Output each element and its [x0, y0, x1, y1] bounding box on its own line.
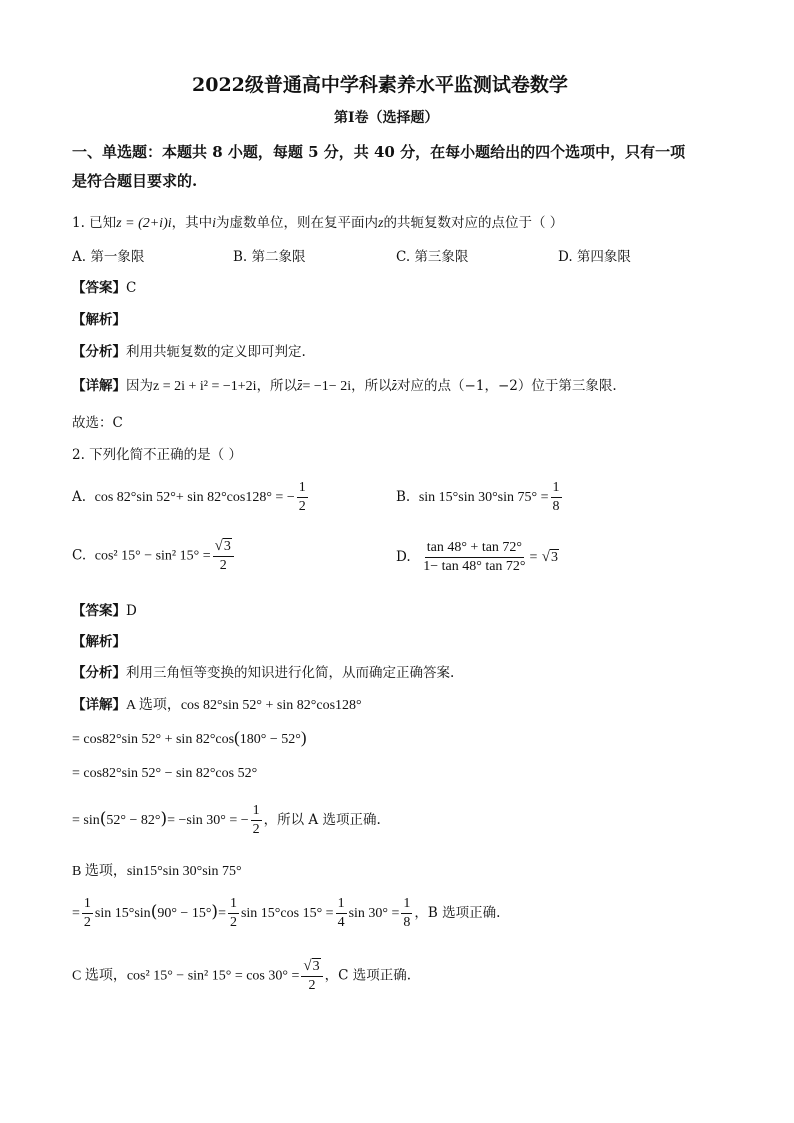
page-title: 2022级普通高中学科素养水平监测试卷数学 [192, 74, 568, 96]
q2-option-b: B. sin 15°sin 30°sin 75° = $\frac{1}{8}$ [396, 480, 560, 515]
page-subtitle: 第Ⅰ卷（选择题） [334, 110, 439, 126]
q2-fenxi: 【分析】利用三角恒等变换的知识进行化简，从而确定正确答案. [72, 665, 455, 681]
section-heading-line1: 一、单选题：本题共 8 小题，每题 5 分，共 40 分，在每小题给出的四个选项中，只有一项 [72, 143, 686, 161]
q2-a-step-3: = sin(52° − 82°)= −sin 30° = − $\frac{1}{2}$ ，所以 A 选项正确. [72, 803, 381, 838]
question-1-stem: 1. 已知z = (2+i)i，其中i为虚数单位，则在复平面内z的共轭复数对应的点位于（ ） [72, 215, 564, 231]
q2-option-d: D. $\frac{\tan 48^\circ + \tan 72^\circ}{1- \tan 48^\circ \tan 72^\circ}$ = √ 3 [396, 540, 558, 575]
q2-b-head: B 选项，sin15°sin 30°sin 75° [72, 864, 242, 879]
q2-answer: 【答案】D [72, 603, 137, 619]
q2-a-step-2: = cos82°sin 52° − sin 82°cos 52° [72, 766, 258, 781]
q2-option-c: C. cos² 15° − sin² 15° = √ 3 2 [72, 538, 236, 574]
q2-detail-a-head: 【详解】A 选项，cos 82°sin 52° + sin 82°cos128° [72, 697, 362, 713]
q1-answer: 【答案】C [72, 280, 137, 296]
q2-analysis-label: 【解析】 [72, 634, 126, 650]
q1-detail: 【详解】因为z = 2i + i² = −1+2i，所以z= −1− 2i，所以z对应的点（−1，−2）位于第三象限. [72, 378, 617, 394]
q1-option-a: A. 第一象限 [72, 249, 145, 265]
q1-fenxi: 【分析】利用共轭复数的定义即可判定. [72, 344, 306, 360]
q2-b-steps: = $\frac{1}{2}$ sin 15°sin(90° − 15°)= $\frac{1}{2}$ sin 15°cos 15° = $\frac{1}{4}$ sin 30° = $\frac{1}{8}$ ，B 选项正确. [72, 896, 501, 931]
q1-analysis-label: 【解析】 [72, 312, 126, 328]
q2-a-step-1: = cos82°sin 52° + sin 82°cos(180° − 52°) [72, 728, 307, 747]
q1-conclusion: 故选：C [72, 415, 123, 431]
q1-expression: z = (2+i)i [116, 216, 172, 231]
question-2-stem: 2. 下列化简不正确的是（ ） [72, 447, 242, 463]
q1-option-b: B. 第二象限 [233, 249, 306, 265]
q2-option-a: A. cos 82°sin 52°+ sin 82°cos128° = − $\frac{1}{2}$ [72, 480, 306, 515]
section-heading-line2: 是符合题目要求的. [72, 172, 198, 190]
q2-c-line: C 选项，cos² 15° − sin² 15° = cos 30° = √ 3 2 ，C 选项正确. [72, 958, 412, 994]
q1-option-c: C. 第三象限 [396, 249, 469, 265]
q1-option-d: D. 第四象限 [558, 249, 631, 265]
